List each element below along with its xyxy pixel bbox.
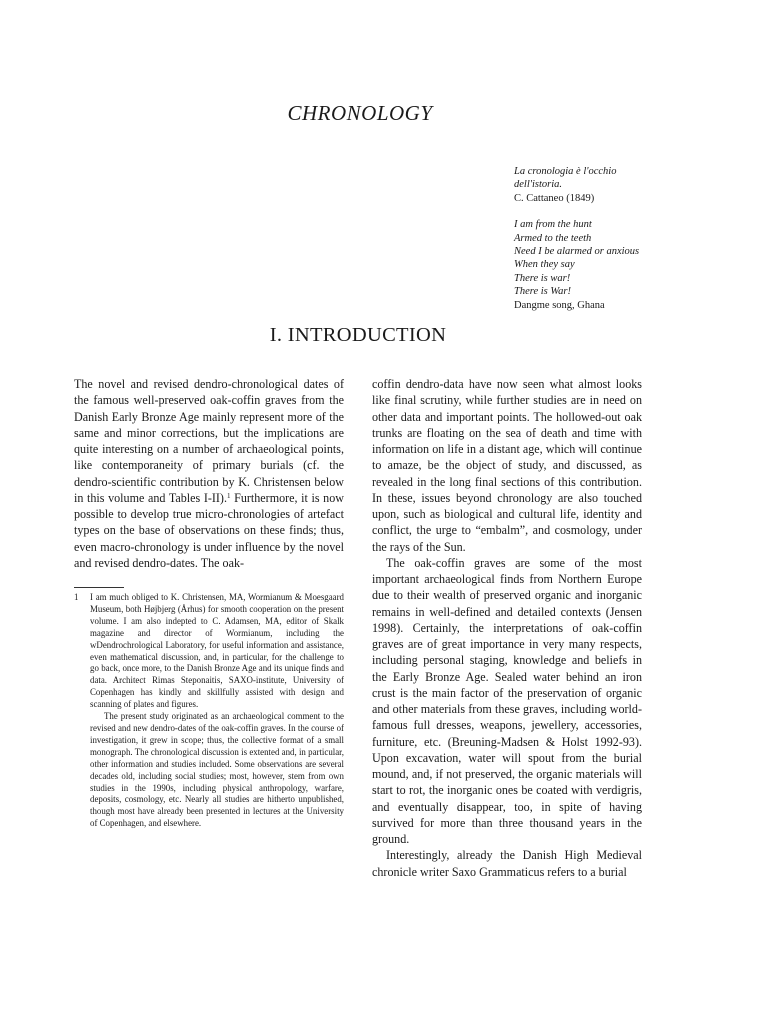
epigraph-line: When they say — [514, 259, 575, 271]
footnote-divider — [74, 587, 124, 588]
epigraph-line: There is War! — [514, 286, 571, 298]
epigraphs — [514, 165, 734, 312]
epigraph-line: Need I be alarmed or anxious — [514, 246, 640, 258]
epigraph-line: dell'istoria. — [514, 179, 563, 191]
epigraph-cattaneo — [514, 165, 734, 205]
section-heading: I. INTRODUCTION — [269, 324, 447, 346]
body-paragraph: Interestingly, already the Danish High Medieval chronicle writer Saxo Grammaticus refers to a burial — [372, 848, 642, 879]
epigraph-attribution: C. Cattaneo (1849) — [514, 192, 595, 204]
body-column-right — [372, 376, 642, 880]
epigraph-line: There is war! — [514, 272, 571, 284]
body-paragraph: The oak-coffin graves are some of the most important archaeological finds from Northern Europe due to their wealth of preserved organic and inorganic remains in well-defined and detailed contexts (Jensen 1998). Certainly, the interpretations of oak-coffin graves are of great importance in very many respects, including personal staging, knowledge and beliefs in the Early Bronze Age. Sealed water behind an iron crust is the main factor of the preservation of organic and other materials from these graves, including world-famous full dresses, weapons, jewellery, accessories, furniture, etc. (Breuning-Madsen & Holst 1992-93). Upon excavation, water will spout from the burial mound, and, if not preserved, the organic materials will start to rot, the inorganic ones be coated with verdigris, and eventually disappear, too, in spite of having survived for more than three thousand years in the ground. — [372, 555, 642, 846]
footnote — [74, 592, 344, 711]
body-text: Furthermore, it is now possible to develop true micro-chronologies of artefact types on the base of observations on these finds; thus, even macro-chronology is under influence by the novel and revised dendro-dates. The oak- — [74, 490, 344, 570]
footnote-number: 1 — [74, 592, 79, 602]
body-text: The novel and revised dendro-chronological dates of the famous well-preserved oak-coffin graves from the Danish Early Bronze Age mainly represent more of the same and minor corrections, but the implications are quite interesting on a number of archaeological points, like contemporaneity of primary burials (cf. the dendro-scientific contribution by K. Christensen below in this volume and Tables I-II). — [74, 377, 344, 505]
footnote-continuation: The present study originated as an archaeological comment to the revised and new dendro-dates of the oak-coffin graves. In the course of investigation, it grew in scope; thus, the collective format of a small monograph. The chronological discussion is extented and, in particular, other information and studies included. Some observations are several decades old, including social studies; most, however, stem from own studies in the 1990s, including physical anthropology, warfare, deposits, cosmology, etc. Nearly all studies are hitherto unpublished, though most have already been presented in lectures at the University of Copenhagen, and elsewhere. — [90, 711, 344, 829]
body-paragraph: coffin dendro-data have now seen what almost looks like final scrutiny, while further studies are in need on other data and important points. The hollowed-out oak trunks are floating on the sea of death and time with information on life in a distant age, which will continue to amaze, be the object of study, and discussed, as revealed in the long final sections of this contribution. In these, issues beyond chronology are also touched upon, such as biological and cultural life, identity and conflict, the urge to “embalm”, and cosmology, under the rays of the Sun. — [372, 377, 642, 554]
body-paragraph — [74, 376, 344, 571]
epigraph-attribution: Dangme song, Ghana — [514, 299, 605, 311]
epigraph-line: I am from the hunt — [514, 219, 592, 231]
footnote-text: I am much obliged to K. Christensen, MA, Wormianum & Moesgaard Museum, both Højbjerg (Århus) for smooth cooperation on the present volume. I am also indepted to C. Adamsen, MA, editor of Skalk magazine and director of Wormianum, including the wDendrochrological Laboratory, for useful information and assistance, even mathematical discussion, and, in particular, for the challenge to go back, once more, to the Danish Bronze Age and its unique finds and data. Architect Rimas Steponaitis, SAXO-institute, University of Copenhagen has kindly and skillfully assisted with design and scanning of plates and figures. — [90, 592, 344, 710]
epigraph-line: La cronologia è l'occhio — [514, 166, 617, 177]
epigraph-dangme-song — [514, 218, 734, 312]
body-column-left — [74, 376, 344, 571]
footnotes — [74, 592, 344, 830]
chapter-title: CHRONOLOGY — [287, 101, 433, 125]
footnote-reference[interactable]: 1 — [226, 491, 231, 500]
epigraph-line: Armed to the teeth — [514, 232, 592, 244]
